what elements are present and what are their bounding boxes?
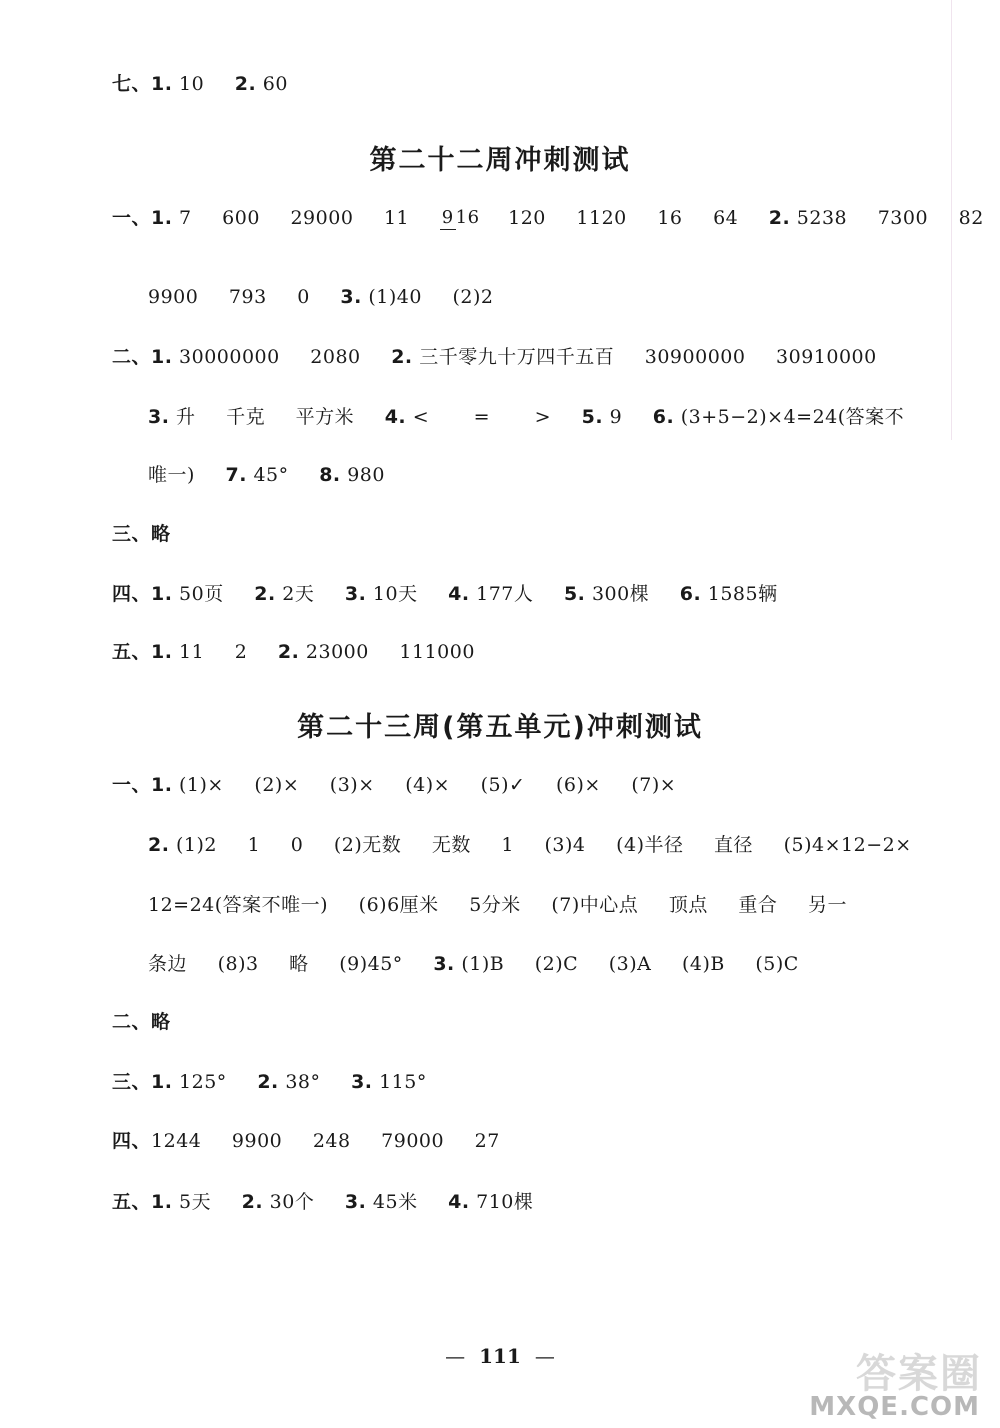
w23-line-7: 四、1244 9900 248 79000 27 <box>112 1130 500 1152</box>
w22-line-7: 四、1. 50页 2. 2天 3. 10天 4. 177人 5. 300棵 6. 1585辆 <box>112 583 778 605</box>
w22-line-4: 3. 升 千克 平方米 4. < = > 5. 9 6. (3+5−2)×4=24(答案不 <box>148 406 905 428</box>
w23-line-6: 三、1. 125° 2. 38° 3. 115° <box>112 1071 427 1093</box>
w23-line-3: 12=24(答案不唯一) (6)6厘米 5分米 (7)中心点 顶点 重合 另一 <box>148 894 847 916</box>
w22-line-2: 9900 793 0 3. (1)40 (2)2 <box>148 286 494 308</box>
watermark-logo: 答案圈 MXQE.COM <box>809 1351 982 1422</box>
w23-line-4: 条边 (8)3 略 (9)45° 3. (1)B (2)C (3)A (4)B (5)C <box>148 953 799 975</box>
w22-line-1: 一、1. 7 600 29000 11 9 16 120 1120 16 64 2. 5238 7300 82 <box>112 206 984 229</box>
w22-line-5: 唯一) 7. 45° 8. 980 <box>148 464 385 486</box>
w22-line-6: 三、略 <box>112 523 171 545</box>
w22-line-3: 二、1. 30000000 2080 2. 三千零九十万四千五百 30900000 30910000 <box>112 346 877 368</box>
w23-line-1: 一、1. (1)× (2)× (3)× (4)× (5)✓ (6)× (7)× <box>112 774 677 796</box>
week-22-title: 第二十二周冲刺测试 <box>369 145 631 176</box>
fraction-9-16: 9 16 <box>441 207 480 228</box>
answer-line-7: 七、1. 10 2. 60 <box>112 73 288 95</box>
w22-line-8: 五、1. 11 2 2. 23000 111000 <box>112 641 475 663</box>
w23-line-8: 五、1. 5天 2. 30个 3. 45米 4. 710棵 <box>112 1191 534 1213</box>
page-number: — 111 — <box>445 1344 555 1368</box>
w23-line-5: 二、略 <box>112 1011 171 1033</box>
w23-line-2: 2. (1)2 1 0 (2)无数 无数 1 (3)4 (4)半径 直径 (5)4×12−2× <box>148 834 912 856</box>
week-23-title: 第二十三周(第五单元)冲刺测试 <box>297 712 703 743</box>
